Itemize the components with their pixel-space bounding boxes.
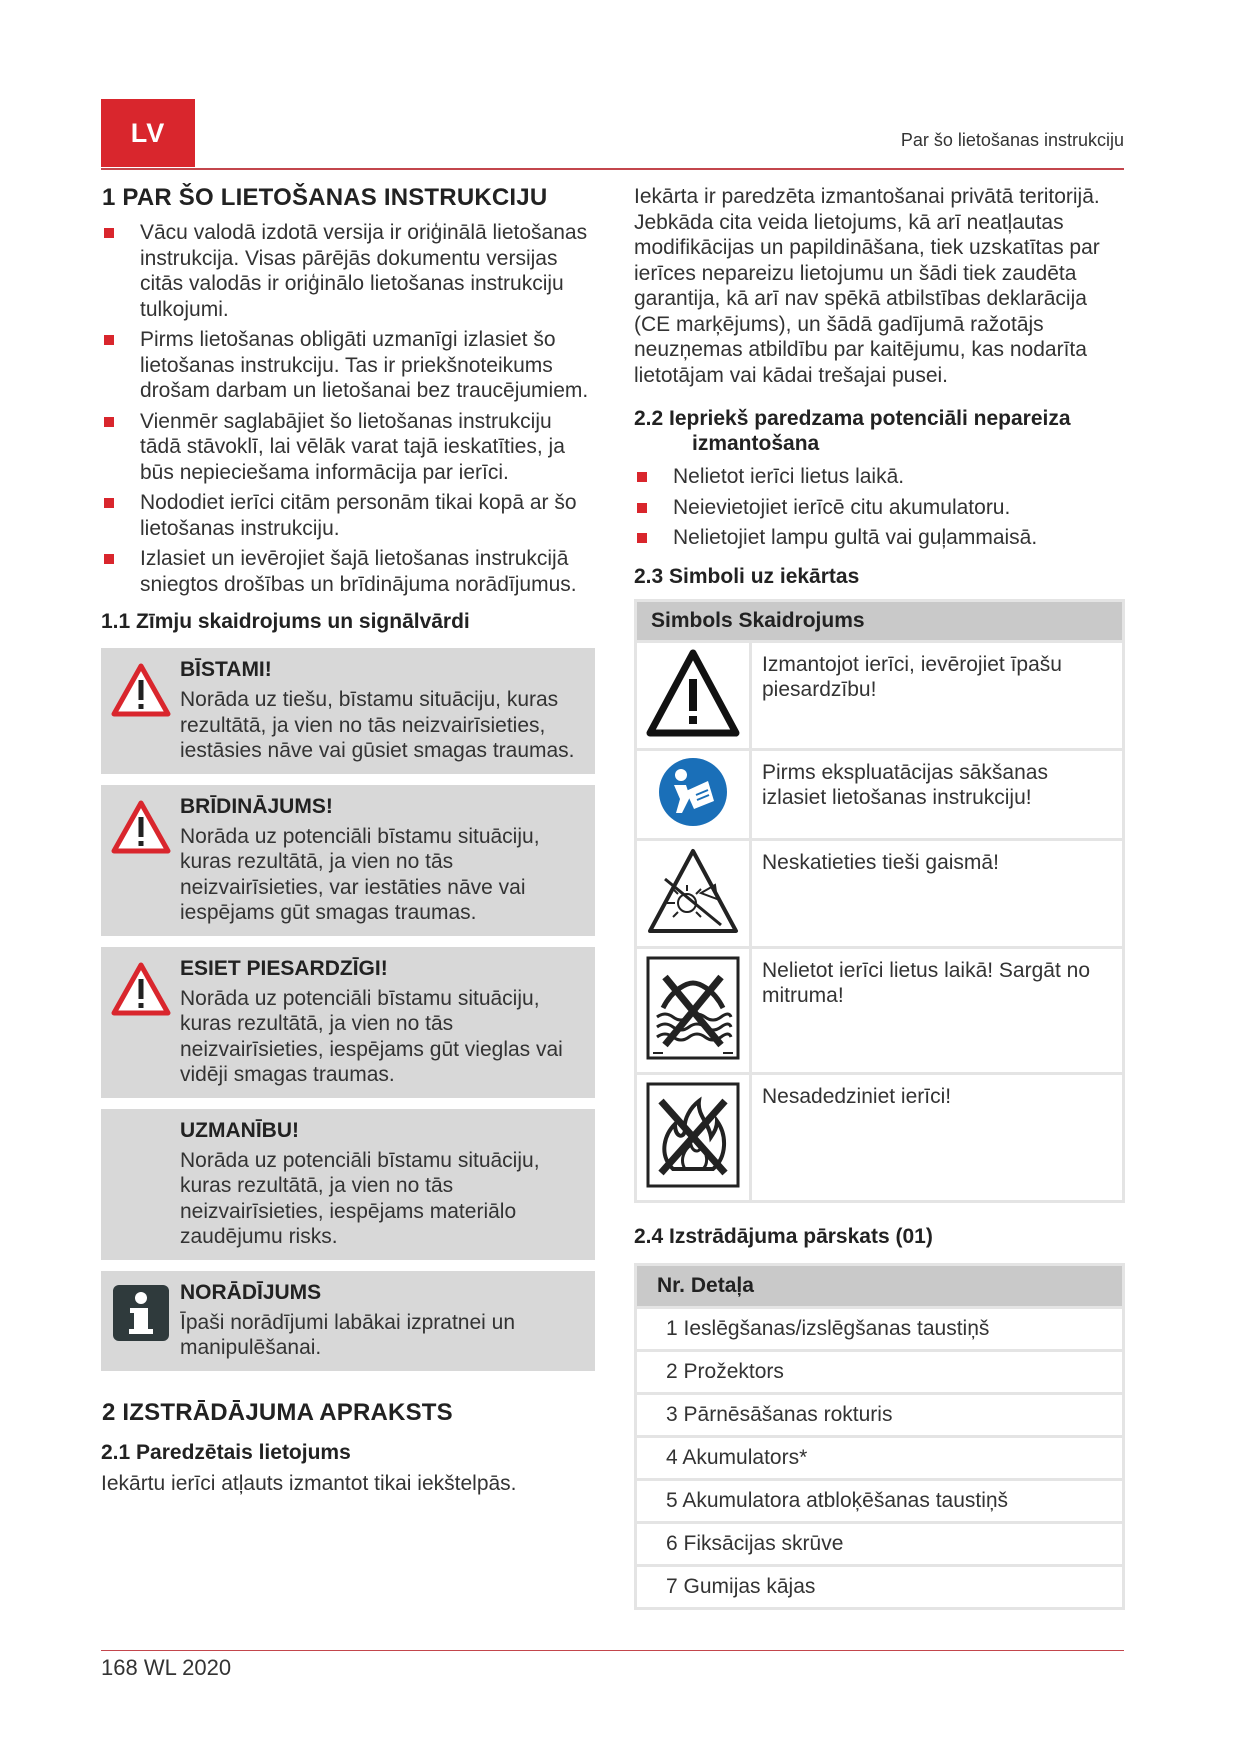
table-row [636, 1307, 1124, 1350]
running-header: Par šo lietošanas instrukciju [900, 130, 1124, 150]
symbol-cell [636, 947, 751, 1073]
symbol-cell [636, 641, 751, 749]
table-row [636, 1479, 1124, 1522]
table-row [636, 1073, 1124, 1201]
no-rain-icon [643, 953, 743, 1063]
no-stare-light-icon [645, 845, 741, 937]
language-tab: LV [101, 99, 195, 167]
right-column [634, 184, 1125, 1610]
signal-description: Norāda uz potenciāli bīstamu situāciju, kuras rezultātā, ja vien no tās neizvairīsieties, iespējams gūt vieglas vai vidēji smagas traumas. [180, 986, 563, 1086]
parts-table [634, 1263, 1125, 1610]
footer-rule [101, 1650, 1124, 1651]
warning-triangle-icon [111, 961, 171, 1017]
symbol-description: Neskatieties tieši gaismā! [751, 839, 1124, 947]
bullet-square-icon [104, 228, 114, 238]
table-row [636, 839, 1124, 947]
table-row [636, 749, 1124, 839]
info-icon [111, 1283, 171, 1343]
section-2-2-bullets [634, 464, 1125, 551]
section-1-bullets [101, 220, 595, 597]
section-2-4-heading: 2.4 Izstrādājuma pārskats (01) [634, 1224, 933, 1248]
signal-description: Norāda uz potenciāli bīstamu situāciju, kuras rezultātā, ja vien no tās neizvairīsieties, iespējams materiālo zaudējumu risks. [180, 1148, 540, 1248]
section-1-heading: 1 PAR ŠO LIETOŠANAS INSTRUKCIJU [102, 184, 548, 211]
section-2-3-heading: 2.3 Simboli uz iekārtas [634, 564, 860, 588]
list-item: Nelietojiet lampu gultā vai guļammaisā. [634, 525, 1125, 551]
table-cell: 5 Akumulatora atbloķēšanas taustiņš [636, 1479, 1124, 1522]
table-cell: 7 Gumijas kājas [636, 1565, 1124, 1608]
warning-triangle-icon [111, 662, 171, 718]
table-cell: 6 Fiksācijas skrūve [636, 1522, 1124, 1565]
signal-description: Norāda uz tiešu, bīstamu situāciju, kuras rezultātā, ja vien no tās neizvairīsieties, iestāsies nāve vai gūsiet smagas traumas. [180, 688, 575, 762]
section-2-2-heading: 2.2 Iepriekš paredzama potenciāli nepareiza izmantošana [634, 407, 1071, 455]
table-header: Simbols Skaidrojums [636, 600, 1124, 641]
signal-description: Īpaši norādījumi labākai izpratnei un manipulēšanai. [180, 1310, 516, 1359]
signal-notice-box [101, 1109, 595, 1260]
symbol-description: Nelietot ierīci lietus laikā! Sargāt no mitruma! [751, 947, 1124, 1073]
table-cell: 3 Pārnēsāšanas rokturis [636, 1393, 1124, 1436]
signal-title: ESIET PIESARDZĪGI! [180, 956, 388, 980]
table-row [636, 1350, 1124, 1393]
list-item: Nododiet ierīci citām personām tikai kopā ar šo lietošanas instrukciju. [101, 490, 595, 541]
symbol-cell [636, 839, 751, 947]
symbol-cell [636, 1073, 751, 1201]
signal-title: BRĪDINĀJUMS! [180, 794, 333, 818]
table-cell: 4 Akumulators* [636, 1436, 1124, 1479]
table-row [636, 1522, 1124, 1565]
read-manual-icon [656, 755, 730, 829]
table-cell: 2 Prožektors [636, 1350, 1124, 1393]
list-item: Vācu valodā izdotā versija ir oriģinālā lietošanas instrukcija. Visas pārējās dokumentu versijas citās valodās ir oriģinālo lietošanas instrukciju tulkojumi. [101, 220, 595, 322]
symbols-table [634, 599, 1125, 1203]
list-item: Nelietot ierīci lietus laikā. [634, 464, 1125, 490]
signal-caution-box [101, 947, 595, 1098]
warning-triangle-icon [645, 647, 741, 739]
table-row [636, 1436, 1124, 1479]
warning-triangle-icon [111, 799, 171, 855]
list-item: Izlasiet un ievērojiet šajā lietošanas instrukcijā sniegtos drošības un brīdinājuma norādījumus. [101, 546, 595, 597]
signal-description: Norāda uz potenciāli bīstamu situāciju, kuras rezultātā, ja vien no tās neizvairīsieties, var iestāties nāve vai iespējams gūt smagas traumas. [180, 824, 540, 924]
bullet-square-icon [637, 503, 647, 513]
bullet-square-icon [104, 554, 114, 564]
table-row [636, 947, 1124, 1073]
table-header-row [636, 600, 1124, 641]
signal-title: NORĀDĪJUMS [180, 1280, 322, 1304]
table-row [636, 1565, 1124, 1608]
section-2-heading: 2 IZSTRĀDĀJUMA APRAKSTS [102, 1398, 453, 1426]
table-header-row [636, 1264, 1124, 1307]
bullet-square-icon [637, 472, 647, 482]
signal-title: UZMANĪBU! [180, 1118, 299, 1142]
list-item: Neievietojiet ierīcē citu akumulatoru. [634, 495, 1125, 521]
list-item: Pirms lietošanas obligāti uzmanīgi izlasiet šo lietošanas instrukciju. Tas ir priekšnoteikums drošam darbam un lietošanai bez traucējumiem. [101, 327, 595, 404]
symbol-description: Izmantojot ierīci, ievērojiet īpašu piesardzību! [751, 641, 1124, 749]
no-fire-icon [643, 1079, 743, 1191]
list-item: Vienmēr saglabājiet šo lietošanas instrukciju tādā stāvoklī, lai vēlāk varat tajā ieskatīties, ja būs nepieciešama informācija par ierīci. [101, 409, 595, 486]
signal-danger-box [101, 648, 595, 774]
header-rule [101, 168, 1124, 170]
section-2-1-heading: 2.1 Paredzētais lietojums [101, 1440, 351, 1464]
symbol-description: Nesadedziniet ierīci! [751, 1073, 1124, 1201]
bullet-square-icon [104, 335, 114, 345]
symbol-cell [636, 749, 751, 839]
table-header: Nr. Detaļa [636, 1264, 1124, 1307]
signal-title: BĪSTAMI! [180, 658, 272, 681]
intended-use-continued: Iekārta ir paredzēta izmantošanai privātā teritorijā. Jebkāda cita veida lietojums, kā arī neatļautas modifikācijas un papildināšana, tiek uzskatītas par ierīces nepareizu lietojumu un šādi tiek zaudēta garantija, kā arī nav spēkā atbilstības deklarācija (CE marķējums), un šādā gadījumā ražotājs neuzņemas atbildību par kaitējumu, kas nodarīta lietotājam vai kādai trešajai pusei. [634, 185, 1100, 387]
intended-use-text: Iekārtu ierīci atļauts izmantot tikai iekštelpās. [101, 1471, 517, 1495]
section-1-1-heading: 1.1 Zīmju skaidrojums un signālvārdi [101, 610, 470, 633]
signal-note-box [101, 1271, 595, 1371]
bullet-square-icon [637, 533, 647, 543]
symbol-description: Pirms ekspluatācijas sākšanas izlasiet lietošanas instrukciju! [751, 749, 1124, 839]
table-cell: 1 Ieslēgšanas/izslēgšanas taustiņš [636, 1307, 1124, 1350]
left-column [101, 184, 595, 1496]
signal-warning-box [101, 785, 595, 936]
page-footer: 168 WL 2020 [101, 1655, 232, 1680]
bullet-square-icon [104, 498, 114, 508]
table-row [636, 641, 1124, 749]
bullet-square-icon [104, 417, 114, 427]
table-row [636, 1393, 1124, 1436]
